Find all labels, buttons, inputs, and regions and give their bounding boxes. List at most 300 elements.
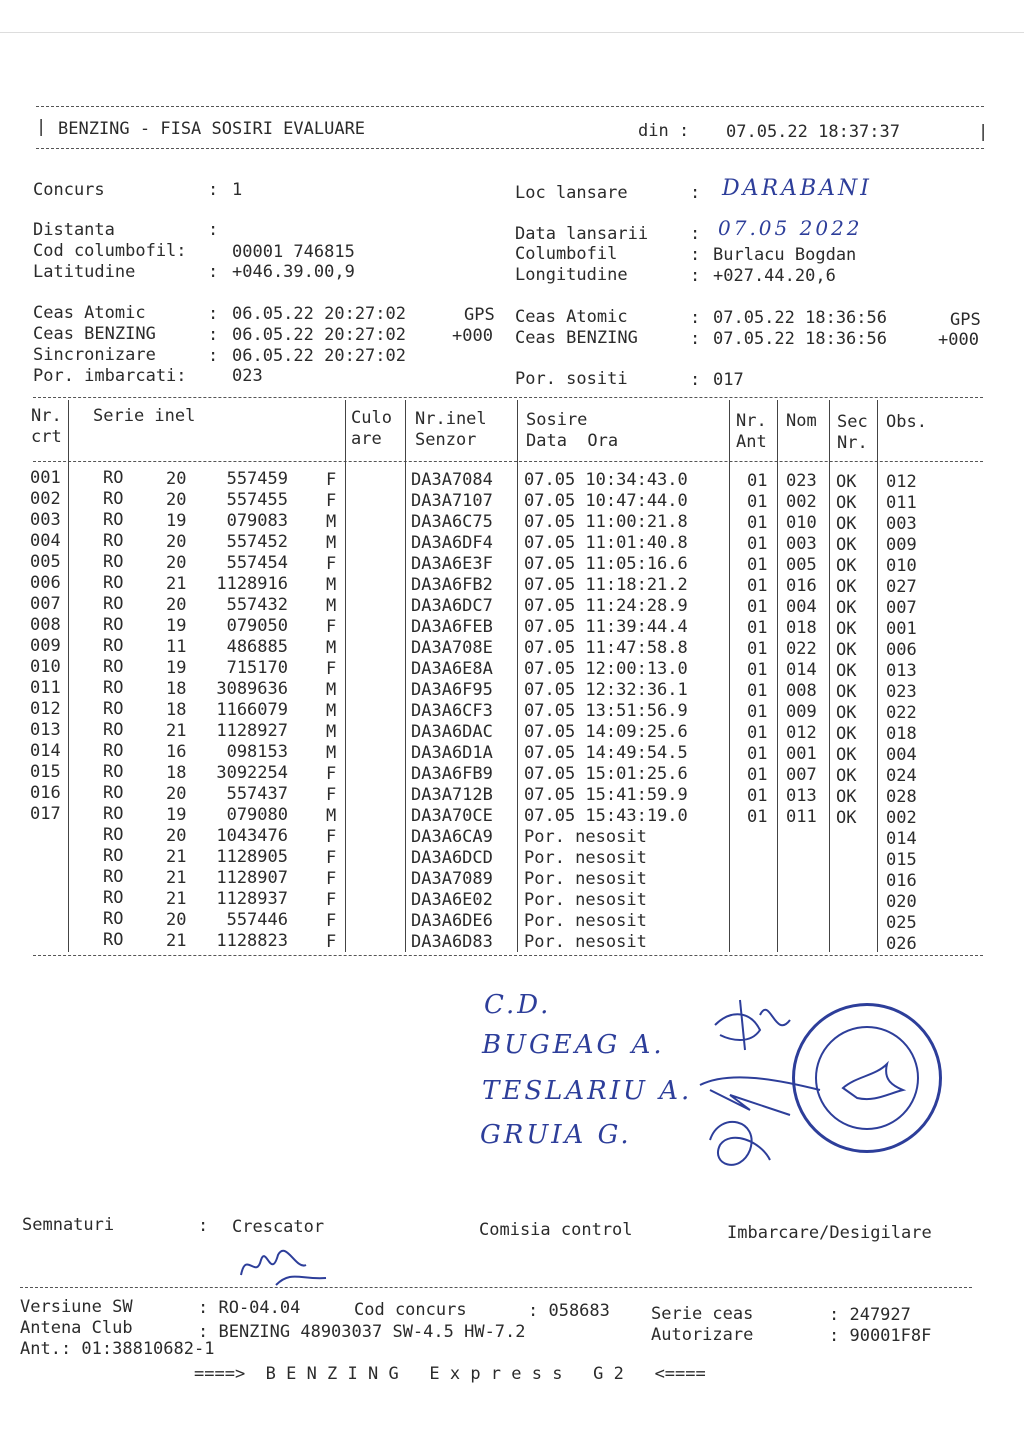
table-bottom-rule (33, 955, 983, 956)
header-crt: crt (31, 427, 62, 447)
cell-obs: 006 (886, 640, 917, 660)
cell-sec: OK (836, 597, 857, 618)
cell-nom: 004 (786, 597, 817, 618)
cell-obs: 015 (886, 850, 917, 870)
cell-nr-ant: 01 (747, 743, 768, 764)
cell-tara: RO (103, 909, 124, 930)
table-header-rule (33, 461, 983, 462)
header-bottom-rule (36, 148, 984, 149)
versiune-sw-label: Versiune SW (20, 1297, 133, 1317)
cell-inel: 1128937 (216, 889, 288, 910)
cell-nom: 005 (786, 555, 817, 576)
ceas-atomic-right-sep: : (690, 308, 701, 328)
cell-sec: OK (836, 534, 857, 555)
cell-sec: OK (836, 639, 857, 660)
data-lansarii-handwritten: 07.05 2022 (718, 216, 863, 240)
concurs-sep: : (208, 180, 219, 200)
cod-concurs-label: Cod concurs (354, 1300, 467, 1320)
cell-sosire: 07.05 11:18:21.2 (524, 575, 688, 596)
crescator-signature (236, 1240, 336, 1290)
report-title: BENZING - FISA SOSIRI EVALUARE (58, 119, 366, 139)
cell-sosire: 07.05 12:32:36.1 (524, 680, 688, 701)
table-row (0, 638, 1024, 659)
autorizare-label: Autorizare (651, 1325, 754, 1345)
cell-obs: 009 (886, 535, 917, 555)
cell-sosire: Por. nesosit (524, 932, 647, 953)
cell-senzor: DA3A6CF3 (411, 701, 493, 721)
cell-nr-crt: 003 (30, 510, 61, 530)
cell-obs: 023 (886, 682, 917, 702)
cell-senzor: DA3A6E02 (411, 890, 493, 910)
distanta-label: Distanta (33, 220, 115, 240)
antena-club-label: Antena Club (20, 1318, 133, 1338)
cell-inel: 079050 (226, 616, 288, 637)
table-row (0, 575, 1024, 596)
table-row (0, 617, 1024, 638)
antena-club-value: : BENZING 48903037 SW-4.5 HW-7.2 (198, 1322, 526, 1342)
cell-tara: RO (103, 468, 124, 489)
cell-an: 11 (166, 636, 187, 657)
ceas-atomic-left-suffix: GPS (464, 305, 495, 325)
cell-sex: M (326, 532, 337, 553)
report-date-value: 07.05.22 18:37:37 (726, 122, 900, 142)
cell-sex: F (326, 616, 337, 637)
cell-obs: 022 (886, 703, 917, 723)
table-row (0, 470, 1024, 491)
table-row (0, 848, 1024, 869)
imbarcare-desigilare-label: Imbarcare/Desigilare (727, 1223, 932, 1243)
cell-sex: M (326, 574, 337, 595)
ceas-atomic-left-sep: : (208, 304, 219, 324)
handwritten-commission-2: BUGEAG A. (482, 1030, 665, 1060)
cell-inel: 715170 (226, 658, 288, 679)
cell-inel: 079083 (226, 511, 288, 532)
header-sec: Sec (837, 412, 868, 432)
por-sositi-sep: : (690, 370, 701, 390)
handwritten-commission-1: C.D. (484, 990, 552, 1020)
cell-nom: 013 (786, 786, 817, 807)
cell-inel: 1128905 (216, 847, 288, 868)
cell-inel: 557446 (226, 910, 288, 931)
header-nr-inel: Nr.inel (415, 409, 487, 429)
cell-sex: F (326, 784, 337, 805)
handwritten-commission-3: TESLARIU A. (482, 1076, 693, 1106)
table-row (0, 743, 1024, 764)
benzing-express-banner: ====> B E N Z I N G E x p r e s s G 2 <==== (194, 1364, 706, 1384)
cell-nom: 008 (786, 681, 817, 702)
header-serie-inel: Serie inel (93, 406, 196, 426)
ceas-atomic-right-value: 07.05.22 18:36:56 (713, 308, 887, 328)
cell-tara: RO (103, 867, 124, 888)
loc-lansare-sep: : (690, 183, 701, 203)
handwritten-commission-4: GRUIA G. (480, 1120, 632, 1150)
cell-an: 20 (166, 468, 187, 489)
cell-tara: RO (103, 699, 124, 720)
cell-senzor: DA3A6FEB (411, 617, 493, 637)
cell-tara: RO (103, 825, 124, 846)
cell-tara: RO (103, 762, 124, 783)
cell-obs: 010 (886, 556, 917, 576)
cell-tara: RO (103, 552, 124, 573)
ceas-atomic-left-label: Ceas Atomic (33, 303, 146, 323)
cell-inel: 557437 (226, 784, 288, 805)
table-row (0, 932, 1024, 953)
sincronizare-sep: : (208, 346, 219, 366)
cell-nr-ant: 01 (747, 806, 768, 827)
ceas-benzing-left-label: Ceas BENZING (33, 324, 156, 344)
cell-senzor: DA3A6FB2 (411, 575, 493, 595)
table-row (0, 911, 1024, 932)
cell-senzor: DA3A708E (411, 638, 493, 658)
header-top-rule (36, 106, 984, 107)
cell-senzor: DA3A6E3F (411, 554, 493, 574)
cell-sex: M (326, 700, 337, 721)
serie-ceas-label: Serie ceas (651, 1304, 754, 1324)
table-row (0, 890, 1024, 911)
table-row (0, 806, 1024, 827)
table-row (0, 491, 1024, 512)
cell-sex: M (326, 721, 337, 742)
cell-senzor: DA3A70CE (411, 806, 493, 826)
cell-an: 20 (166, 489, 187, 510)
cell-sosire: 07.05 15:43:19.0 (524, 806, 688, 827)
cell-nr-crt: 009 (30, 636, 61, 656)
table-row (0, 533, 1024, 554)
cell-nr-ant: 01 (747, 680, 768, 701)
cell-sex: F (326, 910, 337, 931)
cell-tara: RO (103, 741, 124, 762)
cell-sosire: Por. nesosit (524, 890, 647, 911)
cell-sosire: 07.05 15:41:59.9 (524, 785, 688, 806)
scan-edge-line (0, 32, 1024, 33)
cell-sex: F (326, 553, 337, 574)
columbofil-label: Columbofil (515, 244, 618, 264)
cell-tara: RO (103, 804, 124, 825)
cell-sosire: 07.05 11:47:58.8 (524, 638, 688, 659)
cell-sex: F (326, 889, 337, 910)
cell-inel: 557432 (226, 595, 288, 616)
data-lansarii-label: Data lansarii (515, 224, 649, 244)
table-row (0, 596, 1024, 617)
ceas-benzing-right-label: Ceas BENZING (515, 328, 638, 348)
cell-an: 18 (166, 762, 187, 783)
latitudine-label: Latitudine (33, 262, 136, 282)
cell-an: 21 (166, 867, 187, 888)
longitudine-sep: : (690, 266, 701, 286)
cell-nom: 010 (786, 513, 817, 534)
cell-nr-ant: 01 (747, 512, 768, 533)
loc-lansare-handwritten: DARABANI (722, 176, 872, 201)
cell-nr-ant: 01 (747, 785, 768, 806)
cell-nr-crt: 005 (30, 552, 61, 572)
header-left-bar: | (36, 117, 47, 137)
cell-nr-crt: 011 (30, 678, 61, 698)
cell-an: 21 (166, 573, 187, 594)
cell-an: 20 (166, 552, 187, 573)
versiune-sw-value: : RO-04.04 (198, 1298, 301, 1318)
cell-senzor: DA3A7084 (411, 470, 493, 490)
ceas-atomic-left-value: 06.05.22 20:27:02 (232, 304, 406, 324)
cell-nr-crt: 016 (30, 783, 61, 803)
cell-senzor: DA3A712B (411, 785, 493, 805)
table-row (0, 659, 1024, 680)
cell-an: 19 (166, 510, 187, 531)
cell-nr-ant: 01 (747, 701, 768, 722)
cell-senzor: DA3A6C75 (411, 512, 493, 532)
cell-obs: 020 (886, 892, 917, 912)
cell-nom: 007 (786, 765, 817, 786)
cell-nr-crt: 013 (30, 720, 61, 740)
table-row (0, 869, 1024, 890)
cell-inel: 079080 (226, 805, 288, 826)
cell-senzor: DA3A6F95 (411, 680, 493, 700)
cell-inel: 486885 (226, 637, 288, 658)
cell-obs: 018 (886, 724, 917, 744)
cell-nr-crt: 001 (30, 468, 61, 488)
cell-inel: 1128927 (216, 721, 288, 742)
cell-sosire: 07.05 11:00:21.8 (524, 512, 688, 533)
data-lansarii-sep: : (690, 224, 701, 244)
ant-line: Ant.: 01:38810682-1 (20, 1339, 215, 1359)
cell-nr-ant: 01 (747, 722, 768, 743)
table-row (0, 554, 1024, 575)
cell-an: 20 (166, 594, 187, 615)
cell-nom: 023 (786, 471, 817, 492)
concurs-label: Concurs (33, 180, 105, 200)
cell-inel: 1128907 (216, 868, 288, 889)
cell-an: 20 (166, 783, 187, 804)
cell-nom: 018 (786, 618, 817, 639)
cell-nr-ant: 01 (747, 638, 768, 659)
cell-inel: 3089636 (216, 679, 288, 700)
header-sosire: Sosire (526, 410, 588, 430)
header-nom: Nom (786, 411, 817, 431)
cell-inel: 1128823 (216, 931, 288, 952)
table-row (0, 764, 1024, 785)
cell-an: 19 (166, 804, 187, 825)
table-row (0, 785, 1024, 806)
cell-tara: RO (103, 720, 124, 741)
cell-tara: RO (103, 678, 124, 699)
cell-obs: 025 (886, 913, 917, 933)
report-date-label: din : (638, 121, 690, 141)
cell-sosire: Por. nesosit (524, 848, 647, 869)
cell-nr-ant: 01 (747, 617, 768, 638)
cod-concurs-value: : 058683 (528, 1301, 610, 1321)
cell-nr-crt: 008 (30, 615, 61, 635)
cell-obs: 012 (886, 472, 917, 492)
cell-tara: RO (103, 489, 124, 510)
cell-nr-ant: 01 (747, 491, 768, 512)
cell-obs: 011 (886, 493, 917, 513)
cell-sosire: 07.05 10:47:44.0 (524, 491, 688, 512)
cell-nom: 016 (786, 576, 817, 597)
cell-inel: 1166079 (216, 700, 288, 721)
cell-sec: OK (836, 702, 857, 723)
sincronizare-label: Sincronizare (33, 345, 156, 365)
cell-senzor: DA3A6D83 (411, 932, 493, 952)
cell-sosire: Por. nesosit (524, 827, 647, 848)
cell-sosire: 07.05 11:24:28.9 (524, 596, 688, 617)
cell-tara: RO (103, 657, 124, 678)
crescator-label: Crescator (232, 1217, 325, 1237)
cell-tara: RO (103, 636, 124, 657)
cell-sex: F (326, 469, 337, 490)
header-nr-ant-2: Ant (736, 432, 767, 452)
cell-an: 18 (166, 699, 187, 720)
cell-obs: 016 (886, 871, 917, 891)
cell-sosire: 07.05 12:00:13.0 (524, 659, 688, 680)
cell-sosire: Por. nesosit (524, 911, 647, 932)
cell-an: 21 (166, 720, 187, 741)
cell-sec: OK (836, 765, 857, 786)
cell-nr-ant: 01 (747, 764, 768, 785)
ceas-benzing-right-suffix: +000 (938, 330, 979, 350)
semnaturi-label: Semnaturi (22, 1215, 115, 1235)
cell-nr-crt: 007 (30, 594, 61, 614)
cell-obs: 024 (886, 766, 917, 786)
cell-sex: M (326, 595, 337, 616)
cell-an: 16 (166, 741, 187, 762)
header-right-bar: | (978, 122, 989, 142)
cell-tara: RO (103, 531, 124, 552)
cell-an: 20 (166, 531, 187, 552)
cell-an: 19 (166, 657, 187, 678)
ceas-benzing-right-sep: : (690, 329, 701, 349)
cell-sosire: 07.05 14:09:25.6 (524, 722, 688, 743)
cell-sosire: Por. nesosit (524, 869, 647, 890)
cell-obs: 028 (886, 787, 917, 807)
cell-obs: 007 (886, 598, 917, 618)
cell-senzor: DA3A6DC7 (411, 596, 493, 616)
cell-sec: OK (836, 723, 857, 744)
cell-nom: 011 (786, 807, 817, 828)
cell-sosire: 07.05 10:34:43.0 (524, 470, 688, 491)
cell-sex: F (326, 931, 337, 952)
cell-sex: M (326, 805, 337, 826)
cell-inel: 557452 (226, 532, 288, 553)
cell-obs: 002 (886, 808, 917, 828)
por-sositi-label: Por. sositi (515, 369, 628, 389)
cell-tara: RO (103, 846, 124, 867)
comisia-control-label: Comisia control (479, 1220, 633, 1240)
cell-sex: F (326, 826, 337, 847)
cell-inel: 3092254 (216, 763, 288, 784)
ceas-benzing-left-suffix: +000 (452, 326, 493, 346)
cell-an: 18 (166, 678, 187, 699)
cell-inel: 557459 (226, 469, 288, 490)
cell-obs: 014 (886, 829, 917, 849)
table-row (0, 722, 1024, 743)
cell-an: 21 (166, 888, 187, 909)
cell-sec: OK (836, 807, 857, 828)
cell-nom: 001 (786, 744, 817, 765)
cell-an: 20 (166, 825, 187, 846)
cod-columbofil-label: Cod columbofil: (33, 241, 187, 261)
cell-sex: F (326, 847, 337, 868)
cell-sosire: 07.05 15:01:25.6 (524, 764, 688, 785)
cell-sex: F (326, 868, 337, 889)
cell-inel: 1128916 (216, 574, 288, 595)
cell-senzor: DA3A6DCD (411, 848, 493, 868)
cell-senzor: DA3A6DF4 (411, 533, 493, 553)
cell-nr-crt: 014 (30, 741, 61, 761)
header-senzor: Senzor (415, 430, 477, 450)
cell-sec: OK (836, 618, 857, 639)
cell-sec: OK (836, 492, 857, 513)
cell-inel: 098153 (226, 742, 288, 763)
cell-nr-crt: 015 (30, 762, 61, 782)
cell-nr-ant: 01 (747, 533, 768, 554)
cell-senzor: DA3A7107 (411, 491, 493, 511)
cell-nr-ant: 01 (747, 554, 768, 575)
cell-senzor: DA3A6FB9 (411, 764, 493, 784)
cell-senzor: DA3A7089 (411, 869, 493, 889)
cell-sex: M (326, 637, 337, 658)
cell-tara: RO (103, 888, 124, 909)
por-sositi-value: 017 (713, 370, 744, 390)
cell-senzor: DA3A6CA9 (411, 827, 493, 847)
cell-sosire: 07.05 14:49:54.5 (524, 743, 688, 764)
serie-ceas-value: : 247927 (829, 1305, 911, 1325)
cell-an: 21 (166, 930, 187, 951)
cell-sec: OK (836, 744, 857, 765)
columbofil-value: Burlacu Bogdan (713, 245, 857, 265)
cell-tara: RO (103, 510, 124, 531)
longitudine-value: +027.44.20,6 (713, 266, 836, 286)
table-row (0, 512, 1024, 533)
cell-senzor: DA3A6D1A (411, 743, 493, 763)
cell-sex: M (326, 679, 337, 700)
ceas-benzing-left-value: 06.05.22 20:27:02 (232, 325, 406, 345)
cell-sex: F (326, 763, 337, 784)
cell-tara: RO (103, 573, 124, 594)
cell-obs: 026 (886, 934, 917, 954)
cell-obs: 003 (886, 514, 917, 534)
cell-nr-crt: 002 (30, 489, 61, 509)
cell-obs: 013 (886, 661, 917, 681)
association-stamp (792, 1003, 942, 1153)
cell-nom: 009 (786, 702, 817, 723)
latitudine-value: +046.39.00,9 (232, 262, 355, 282)
cell-nom: 002 (786, 492, 817, 513)
cell-sec: OK (836, 471, 857, 492)
cell-an: 19 (166, 615, 187, 636)
distanta-sep: : (208, 220, 219, 240)
cell-sec: OK (836, 786, 857, 807)
cell-sec: OK (836, 513, 857, 534)
cell-sec: OK (836, 576, 857, 597)
cell-sex: M (326, 742, 337, 763)
cell-senzor: DA3A6E8A (411, 659, 493, 679)
semnaturi-sep: : (198, 1216, 209, 1236)
cell-sosire: 07.05 13:51:56.9 (524, 701, 688, 722)
por-imbarcati-label: Por. imbarcati: (33, 366, 187, 386)
cell-sec: OK (836, 681, 857, 702)
cell-sec: OK (836, 555, 857, 576)
cell-nr-crt: 006 (30, 573, 61, 593)
header-data-ora: Data Ora (526, 431, 619, 451)
cell-sosire: 07.05 11:01:40.8 (524, 533, 688, 554)
cell-nr-crt: 010 (30, 657, 61, 677)
table-top-rule (33, 397, 983, 398)
cell-inel: 557454 (226, 553, 288, 574)
footer-rule (20, 1287, 972, 1288)
ceas-benzing-left-sep: : (208, 325, 219, 345)
cell-tara: RO (103, 594, 124, 615)
sincronizare-value: 06.05.22 20:27:02 (232, 346, 406, 366)
table-row (0, 701, 1024, 722)
